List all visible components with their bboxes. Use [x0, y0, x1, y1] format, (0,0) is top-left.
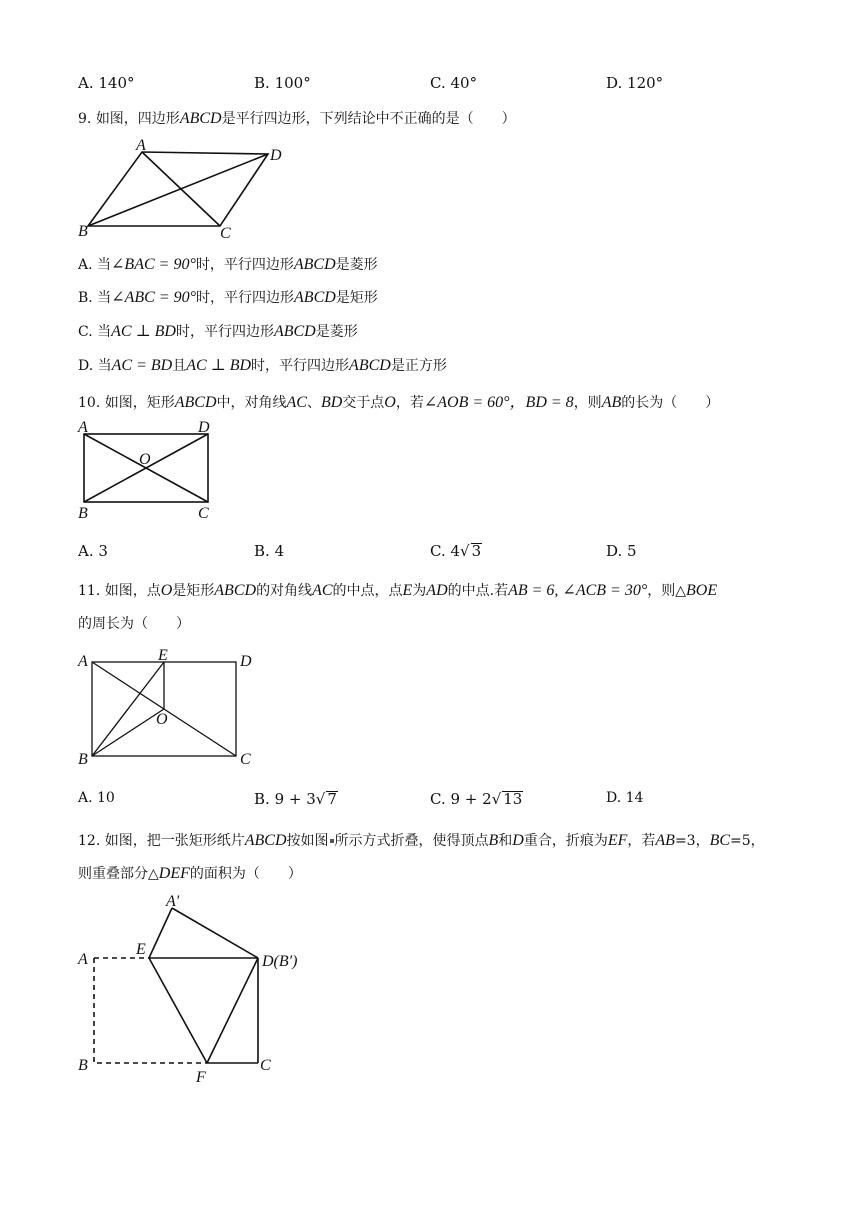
q10-label-b: B — [78, 505, 88, 522]
q8-option-c: C. 40° — [430, 74, 478, 92]
q8-option-d: D. 120° — [606, 74, 664, 92]
q9-label-d: D — [270, 147, 282, 164]
q9-option-c: C. 当AC ⊥ BD时，平行四边形ABCD是菱形 — [78, 323, 358, 340]
q9-option-a: A. 当∠BAC = 90°时，平行四边形ABCD是菱形 — [78, 256, 378, 273]
q12-label-e: E — [136, 941, 146, 958]
q8-option-a: A. 140° — [78, 74, 135, 92]
q9-option-b: B. 当∠ABC = 90°时，平行四边形ABCD是矩形 — [78, 289, 378, 306]
q11-label-o: O — [156, 711, 168, 728]
q12-stem-line2: 则重叠部分△DEF的面积为（ ） — [78, 865, 302, 882]
q12-folding-figure — [74, 888, 324, 1088]
q10-option-b: B. 4 — [254, 542, 285, 560]
q11-option-b: B. 9 + 3√ 7 — [254, 790, 337, 808]
q11-label-b: B — [78, 751, 88, 768]
q11-label-a: A — [78, 653, 88, 670]
q12-stem-line1: 12. 如图，把一张矩形纸片ABCD按如图 所示方式折叠，使得顶点B和D重合，折痕为EF，若AB=3，BC=5， — [78, 832, 765, 849]
q9-label-b: B — [78, 223, 88, 240]
q9-parallelogram-figure — [74, 134, 294, 242]
q10-stem: 10. 如图，矩形ABCD中，对角线AC、BD交于点O，若∠AOB = 60°，BD = 8，则AB的长为（ ） — [78, 394, 720, 411]
q10-label-d: D — [198, 419, 210, 436]
q12-label-a-prime: A′ — [166, 893, 180, 910]
q11-label-c: C — [240, 751, 251, 768]
q12-label-a: A — [78, 951, 88, 968]
q10-label-a: A — [78, 419, 88, 436]
q8-option-b: B. 100° — [254, 74, 311, 92]
q11-label-d: D — [240, 653, 252, 670]
q11-option-d: D. 14 — [606, 790, 644, 806]
q10-option-c: C. 4√ 3 — [430, 542, 482, 560]
q12-label-b: B — [78, 1057, 88, 1074]
q10-option-a: A. 3 — [78, 542, 108, 560]
q9-stem: 9. 如图，四边形ABCD是平行四边形，下列结论中不正确的是（ ） — [78, 110, 516, 127]
q9-option-d: D. 当AC = BD且AC ⊥ BD时，平行四边形ABCD是正方形 — [78, 357, 447, 374]
q12-label-f: F — [196, 1069, 206, 1086]
q11-option-c: C. 9 + 2√ 13 — [430, 790, 523, 808]
q11-option-a: A. 10 — [78, 790, 115, 806]
q9-label-c: C — [220, 225, 231, 242]
q10-label-o: O — [139, 451, 151, 468]
q12-label-c: C — [260, 1057, 271, 1074]
q11-rectangle-figure — [74, 644, 264, 768]
q11-stem-line2: 的周长为（ ） — [78, 616, 190, 632]
q10-label-c: C — [198, 505, 209, 522]
q11-stem-line1: 11. 如图，点O是矩形ABCD的对角线AC的中点，点E为AD的中点.若AB = 6, ∠ACB = 30°，则△BOE — [78, 582, 718, 599]
q11-label-e: E — [158, 647, 168, 664]
q9-label-a: A — [136, 137, 146, 154]
q10-rectangle-figure — [74, 416, 224, 524]
q10-option-d: D. 5 — [606, 542, 637, 560]
small-square-marker — [330, 839, 334, 843]
q12-label-d-bprime: D(B′) — [262, 953, 298, 970]
